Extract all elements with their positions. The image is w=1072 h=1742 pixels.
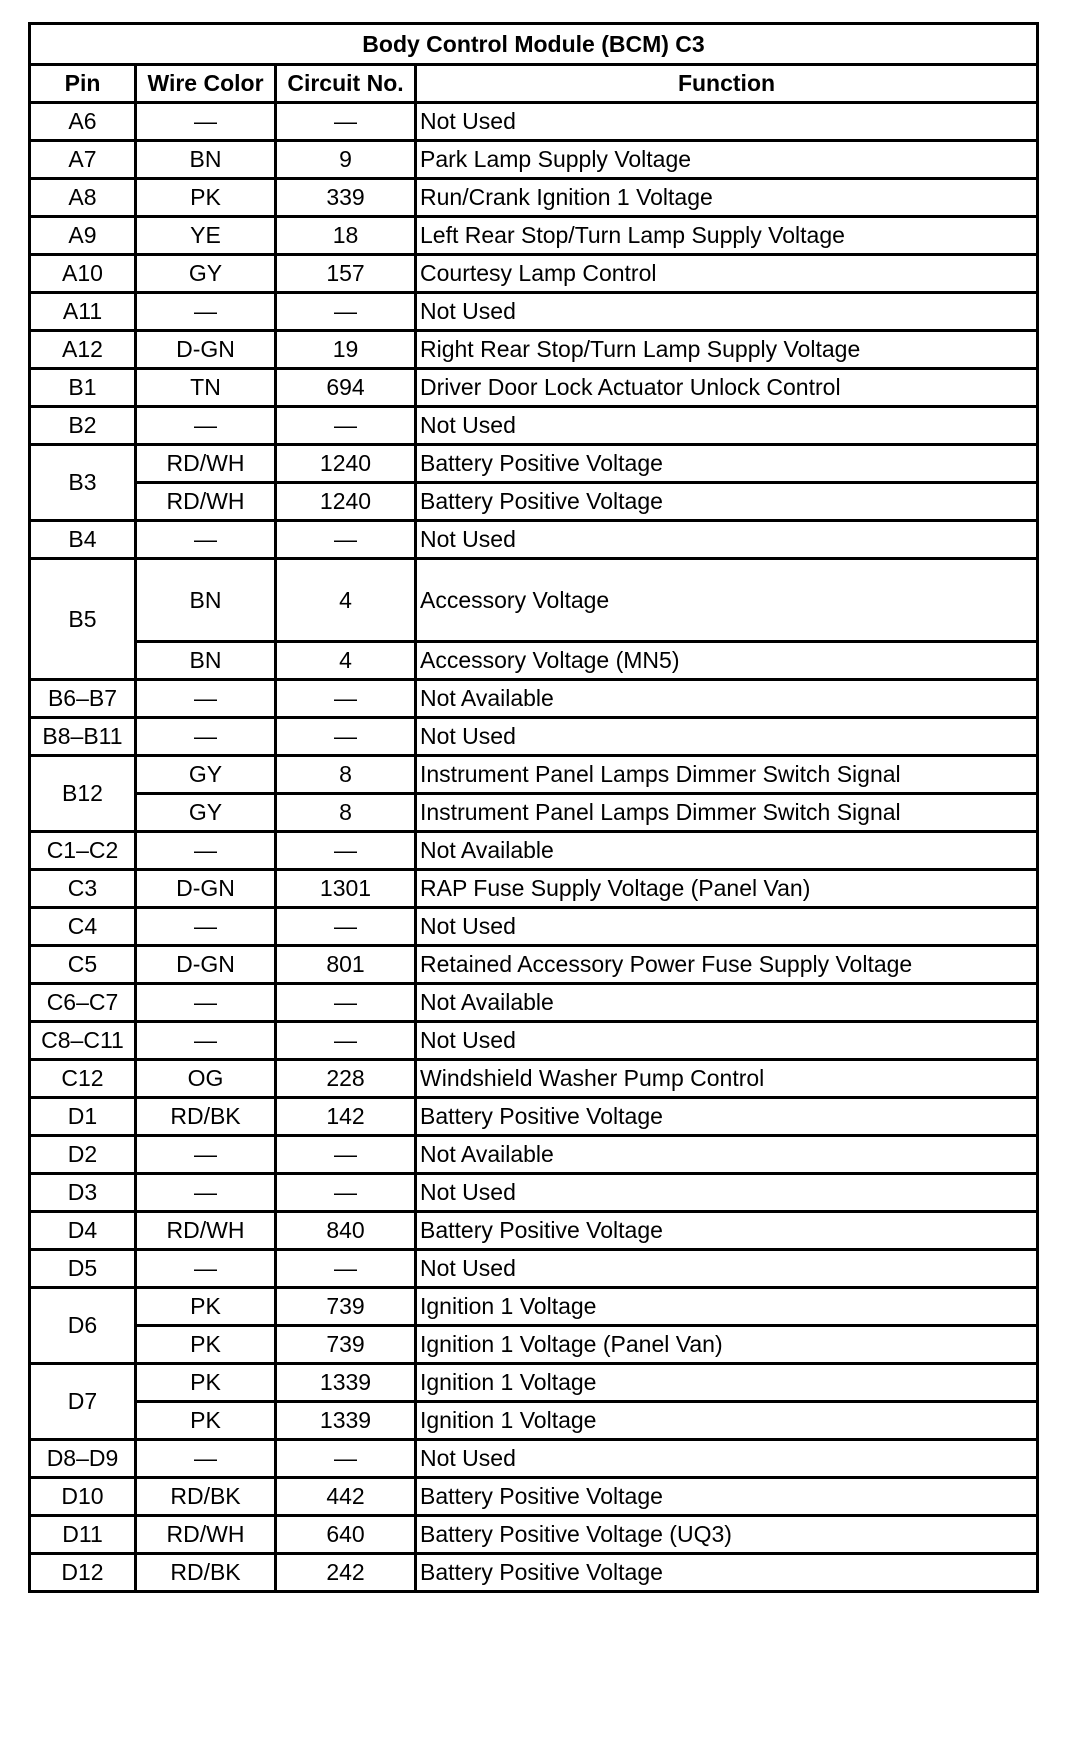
table-row (30, 794, 1038, 832)
wire-color-cell: — (136, 1440, 276, 1478)
wire-color-cell: YE (136, 217, 276, 255)
table-row (30, 1326, 1038, 1364)
table-row (30, 103, 1038, 141)
circuit-cell: — (276, 1174, 416, 1212)
function-cell: Not Used (416, 103, 1038, 141)
wire-color-cell: — (136, 521, 276, 559)
wire-color-cell: — (136, 293, 276, 331)
pin-cell: D7 (30, 1364, 136, 1440)
table-row (30, 255, 1038, 293)
function-cell: Windshield Washer Pump Control (416, 1060, 1038, 1098)
wire-color-cell: — (136, 984, 276, 1022)
wire-color-cell: GY (136, 794, 276, 832)
wire-color-cell: — (136, 407, 276, 445)
wire-color-cell: RD/WH (136, 483, 276, 521)
wire-color-cell: D-GN (136, 331, 276, 369)
header-wire-color: Wire Color (136, 65, 276, 103)
pin-cell: D1 (30, 1098, 136, 1136)
circuit-cell: 242 (276, 1554, 416, 1592)
circuit-cell: 4 (276, 642, 416, 680)
table-row (30, 718, 1038, 756)
table-row (30, 141, 1038, 179)
circuit-cell: 1240 (276, 483, 416, 521)
table-row (30, 559, 1038, 642)
wire-color-cell: PK (136, 1402, 276, 1440)
function-cell: Ignition 1 Voltage (416, 1364, 1038, 1402)
circuit-cell: 8 (276, 794, 416, 832)
wire-color-cell: — (136, 1022, 276, 1060)
table-row (30, 1212, 1038, 1250)
function-cell: Instrument Panel Lamps Dimmer Switch Signal (416, 756, 1038, 794)
table-row (30, 407, 1038, 445)
wire-color-cell: D-GN (136, 946, 276, 984)
function-cell: Battery Positive Voltage (416, 1478, 1038, 1516)
pin-cell: C5 (30, 946, 136, 984)
wire-color-cell: BN (136, 642, 276, 680)
pin-cell: A11 (30, 293, 136, 331)
pin-cell: A10 (30, 255, 136, 293)
pin-cell: C4 (30, 908, 136, 946)
pin-cell: C6–C7 (30, 984, 136, 1022)
circuit-cell: — (276, 1250, 416, 1288)
wire-color-cell: — (136, 832, 276, 870)
wire-color-cell: — (136, 103, 276, 141)
circuit-cell: — (276, 521, 416, 559)
circuit-cell: 19 (276, 331, 416, 369)
table-row (30, 1440, 1038, 1478)
circuit-cell: 694 (276, 369, 416, 407)
wire-color-cell: — (136, 908, 276, 946)
pin-cell: B8–B11 (30, 718, 136, 756)
wire-color-cell: BN (136, 559, 276, 642)
pin-cell: A7 (30, 141, 136, 179)
function-cell: Ignition 1 Voltage (416, 1402, 1038, 1440)
wire-color-cell: PK (136, 1326, 276, 1364)
pin-cell: D4 (30, 1212, 136, 1250)
wire-color-cell: RD/BK (136, 1478, 276, 1516)
circuit-cell: 1301 (276, 870, 416, 908)
table-row (30, 521, 1038, 559)
circuit-cell: 1339 (276, 1402, 416, 1440)
pin-cell: D3 (30, 1174, 136, 1212)
wire-color-cell: OG (136, 1060, 276, 1098)
table-body (30, 103, 1038, 1592)
pin-cell: D11 (30, 1516, 136, 1554)
wire-color-cell: GY (136, 756, 276, 794)
wire-color-cell: GY (136, 255, 276, 293)
pin-cell: A8 (30, 179, 136, 217)
table-title: Body Control Module (BCM) C3 (30, 24, 1038, 65)
table-row (30, 179, 1038, 217)
function-cell: Not Used (416, 1250, 1038, 1288)
function-cell: Not Used (416, 1440, 1038, 1478)
wire-color-cell: TN (136, 369, 276, 407)
circuit-cell: 442 (276, 1478, 416, 1516)
wire-color-cell: — (136, 1250, 276, 1288)
table-row (30, 1174, 1038, 1212)
function-cell: Run/Crank Ignition 1 Voltage (416, 179, 1038, 217)
table-row (30, 984, 1038, 1022)
pin-cell: B1 (30, 369, 136, 407)
function-cell: Courtesy Lamp Control (416, 255, 1038, 293)
wire-color-cell: PK (136, 179, 276, 217)
wire-color-cell: PK (136, 1288, 276, 1326)
pin-cell: D12 (30, 1554, 136, 1592)
function-cell: Not Available (416, 1136, 1038, 1174)
table-row (30, 946, 1038, 984)
function-cell: Not Used (416, 908, 1038, 946)
function-cell: Right Rear Stop/Turn Lamp Supply Voltage (416, 331, 1038, 369)
table-row (30, 1364, 1038, 1402)
circuit-cell: — (276, 832, 416, 870)
pin-cell: D2 (30, 1136, 136, 1174)
table-row (30, 217, 1038, 255)
pin-cell: B5 (30, 559, 136, 680)
function-cell: Ignition 1 Voltage (Panel Van) (416, 1326, 1038, 1364)
circuit-cell: 157 (276, 255, 416, 293)
circuit-cell: — (276, 680, 416, 718)
wire-color-cell: — (136, 718, 276, 756)
function-cell: Retained Accessory Power Fuse Supply Voltage (416, 946, 1038, 984)
wire-color-cell: BN (136, 141, 276, 179)
table-row (30, 369, 1038, 407)
function-cell: Not Used (416, 407, 1038, 445)
circuit-cell: — (276, 103, 416, 141)
pin-cell: D10 (30, 1478, 136, 1516)
table-row (30, 870, 1038, 908)
circuit-cell: 1240 (276, 445, 416, 483)
function-cell: Accessory Voltage (416, 559, 1038, 642)
table-row (30, 1098, 1038, 1136)
pin-cell: B2 (30, 407, 136, 445)
table-row (30, 1402, 1038, 1440)
function-cell: Battery Positive Voltage (416, 1554, 1038, 1592)
header-function: Function (416, 65, 1038, 103)
wire-color-cell: RD/BK (136, 1098, 276, 1136)
table-row (30, 642, 1038, 680)
function-cell: Park Lamp Supply Voltage (416, 141, 1038, 179)
wire-color-cell: D-GN (136, 870, 276, 908)
circuit-cell: — (276, 984, 416, 1022)
function-cell: Battery Positive Voltage (UQ3) (416, 1516, 1038, 1554)
pin-cell: B4 (30, 521, 136, 559)
header-circuit-no: Circuit No. (276, 65, 416, 103)
circuit-cell: — (276, 1022, 416, 1060)
pinout-table (28, 22, 1039, 1593)
pin-cell: C3 (30, 870, 136, 908)
function-cell: Not Used (416, 1174, 1038, 1212)
circuit-cell: 801 (276, 946, 416, 984)
table-row (30, 1516, 1038, 1554)
table-row (30, 756, 1038, 794)
function-cell: Not Used (416, 718, 1038, 756)
circuit-cell: 228 (276, 1060, 416, 1098)
circuit-cell: 18 (276, 217, 416, 255)
table-row (30, 1554, 1038, 1592)
title-row (30, 24, 1038, 65)
circuit-cell: 739 (276, 1326, 416, 1364)
wire-color-cell: RD/BK (136, 1554, 276, 1592)
table-row (30, 1288, 1038, 1326)
circuit-cell: 840 (276, 1212, 416, 1250)
circuit-cell: 142 (276, 1098, 416, 1136)
pin-cell: C1–C2 (30, 832, 136, 870)
function-cell: Battery Positive Voltage (416, 483, 1038, 521)
table-row (30, 1022, 1038, 1060)
function-cell: Left Rear Stop/Turn Lamp Supply Voltage (416, 217, 1038, 255)
function-cell: Not Used (416, 521, 1038, 559)
function-cell: Not Used (416, 293, 1038, 331)
table-row (30, 1478, 1038, 1516)
function-cell: Accessory Voltage (MN5) (416, 642, 1038, 680)
table-row (30, 293, 1038, 331)
circuit-cell: — (276, 293, 416, 331)
pin-cell: B12 (30, 756, 136, 832)
circuit-cell: 8 (276, 756, 416, 794)
circuit-cell: 339 (276, 179, 416, 217)
pin-cell: D6 (30, 1288, 136, 1364)
function-cell: RAP Fuse Supply Voltage (Panel Van) (416, 870, 1038, 908)
wire-color-cell: — (136, 1136, 276, 1174)
table-row (30, 1060, 1038, 1098)
circuit-cell: — (276, 1440, 416, 1478)
function-cell: Battery Positive Voltage (416, 445, 1038, 483)
function-cell: Battery Positive Voltage (416, 1212, 1038, 1250)
function-cell: Instrument Panel Lamps Dimmer Switch Signal (416, 794, 1038, 832)
function-cell: Not Available (416, 680, 1038, 718)
circuit-cell: 739 (276, 1288, 416, 1326)
function-cell: Not Available (416, 984, 1038, 1022)
pin-cell: D5 (30, 1250, 136, 1288)
table-row (30, 832, 1038, 870)
wire-color-cell: — (136, 1174, 276, 1212)
circuit-cell: 9 (276, 141, 416, 179)
function-cell: Battery Positive Voltage (416, 1098, 1038, 1136)
pin-cell: A12 (30, 331, 136, 369)
circuit-cell: — (276, 407, 416, 445)
table-row (30, 445, 1038, 483)
wire-color-cell: RD/WH (136, 445, 276, 483)
table-row (30, 483, 1038, 521)
wire-color-cell: RD/WH (136, 1516, 276, 1554)
function-cell: Not Available (416, 832, 1038, 870)
circuit-cell: 640 (276, 1516, 416, 1554)
circuit-cell: — (276, 718, 416, 756)
pin-cell: B3 (30, 445, 136, 521)
pin-cell: C8–C11 (30, 1022, 136, 1060)
table-row (30, 1136, 1038, 1174)
table-row (30, 908, 1038, 946)
table-row (30, 1250, 1038, 1288)
pin-cell: A9 (30, 217, 136, 255)
circuit-cell: — (276, 1136, 416, 1174)
wire-color-cell: RD/WH (136, 1212, 276, 1250)
pin-cell: C12 (30, 1060, 136, 1098)
header-row (30, 65, 1038, 103)
header-pin: Pin (30, 65, 136, 103)
table-row (30, 680, 1038, 718)
pin-cell: D8–D9 (30, 1440, 136, 1478)
table-row (30, 331, 1038, 369)
wire-color-cell: PK (136, 1364, 276, 1402)
function-cell: Ignition 1 Voltage (416, 1288, 1038, 1326)
circuit-cell: 4 (276, 559, 416, 642)
circuit-cell: — (276, 908, 416, 946)
pin-cell: B6–B7 (30, 680, 136, 718)
function-cell: Not Used (416, 1022, 1038, 1060)
wire-color-cell: — (136, 680, 276, 718)
function-cell: Driver Door Lock Actuator Unlock Control (416, 369, 1038, 407)
circuit-cell: 1339 (276, 1364, 416, 1402)
pin-cell: A6 (30, 103, 136, 141)
